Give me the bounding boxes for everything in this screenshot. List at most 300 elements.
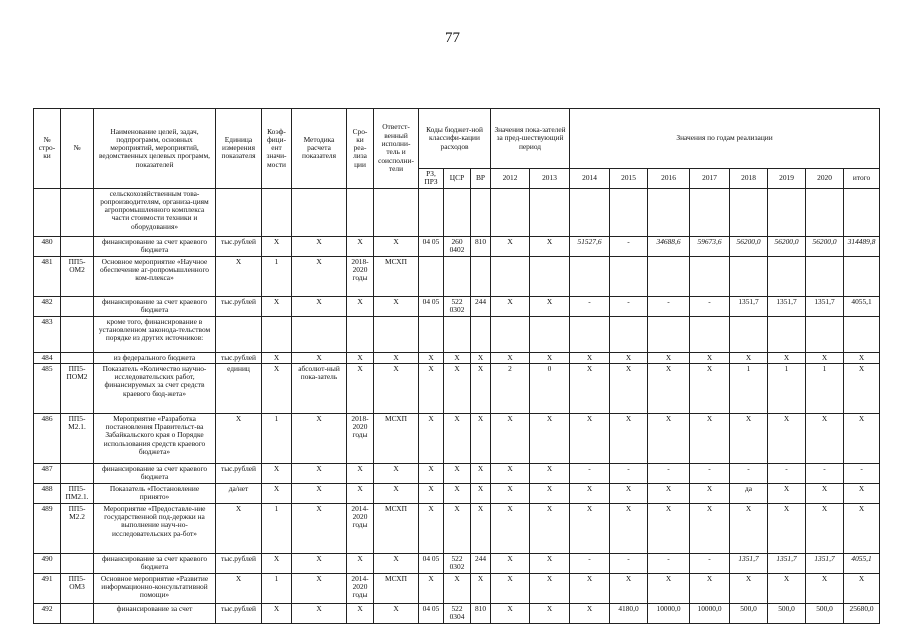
cell-2013	[530, 256, 570, 296]
cell-2017: -	[690, 296, 730, 316]
cell-unit: X	[216, 256, 262, 296]
cell-2020: -	[806, 463, 844, 483]
cell-total: X	[844, 573, 880, 603]
cell-period: 2014-2020 годы	[347, 573, 374, 603]
cell-resp: МСХП	[374, 503, 419, 553]
cell-vr	[471, 188, 491, 236]
cell-2013: X	[530, 296, 570, 316]
cell-row: 488	[34, 483, 61, 503]
cell-2019	[768, 316, 806, 352]
cell-2016	[648, 188, 690, 236]
cell-2020: 56200,0	[806, 236, 844, 256]
cell-rz	[419, 188, 444, 236]
cell-2012	[491, 188, 530, 236]
cell-no: ПП5-ПМ2.1.	[61, 483, 94, 503]
cell-row: 484	[34, 352, 61, 363]
cell-2018: -	[730, 463, 768, 483]
cell-period: X	[347, 363, 374, 413]
cell-method: X	[292, 413, 347, 463]
cell-rz: X	[419, 363, 444, 413]
cell-coef: X	[262, 236, 292, 256]
cell-2013: X	[530, 483, 570, 503]
cell-period: 2018-2020 годы	[347, 413, 374, 463]
cell-row: 487	[34, 463, 61, 483]
cell-method: X	[292, 296, 347, 316]
cell-2016	[648, 316, 690, 352]
cell-2012: X	[491, 603, 530, 623]
header-prev-values: Значения пока-зателей за пред-шествующий период	[491, 109, 570, 169]
cell-unit: тыс.рублей	[216, 352, 262, 363]
cell-2020	[806, 256, 844, 296]
cell-coef: X	[262, 296, 292, 316]
cell-csr: 260 0402	[444, 236, 471, 256]
cell-2015	[610, 316, 648, 352]
cell-2014: X	[570, 603, 610, 623]
table-row	[34, 236, 880, 256]
cell-rz: 04 05	[419, 603, 444, 623]
cell-no: ПП5-ПОМ2	[61, 363, 94, 413]
cell-vr: X	[471, 483, 491, 503]
cell-name: финансирование за счет краевого бюджета	[94, 463, 216, 483]
cell-2017: X	[690, 413, 730, 463]
header-2018: 2018	[730, 169, 768, 189]
cell-vr: X	[471, 363, 491, 413]
cell-total: X	[844, 483, 880, 503]
cell-name: кроме того, финансирование в установленном законода-тельством порядке из других источников:	[94, 316, 216, 352]
cell-2020: 1	[806, 363, 844, 413]
cell-row: 489	[34, 503, 61, 553]
cell-2013: X	[530, 352, 570, 363]
cell-vr: 810	[471, 603, 491, 623]
cell-2018: 1351,7	[730, 553, 768, 573]
cell-no	[61, 603, 94, 623]
cell-2019: 1	[768, 363, 806, 413]
cell-rz: X	[419, 503, 444, 553]
cell-row: 490	[34, 553, 61, 573]
cell-2013: X	[530, 573, 570, 603]
cell-rz: X	[419, 573, 444, 603]
cell-2016: X	[648, 483, 690, 503]
cell-2014	[570, 256, 610, 296]
cell-row: 480	[34, 236, 61, 256]
cell-2017	[690, 188, 730, 236]
cell-csr: X	[444, 503, 471, 553]
cell-period: X	[347, 603, 374, 623]
cell-rz: X	[419, 463, 444, 483]
cell-2018: 1351,7	[730, 296, 768, 316]
cell-method: X	[292, 463, 347, 483]
cell-2013	[530, 316, 570, 352]
cell-2020: X	[806, 483, 844, 503]
cell-2019: -	[768, 463, 806, 483]
cell-2017: -	[690, 463, 730, 483]
cell-2017: X	[690, 483, 730, 503]
cell-2013: X	[530, 603, 570, 623]
cell-2016: 10000,0	[648, 603, 690, 623]
cell-vr	[471, 316, 491, 352]
cell-rz	[419, 316, 444, 352]
cell-2019: X	[768, 413, 806, 463]
cell-2016: 34688,6	[648, 236, 690, 256]
cell-unit: X	[216, 573, 262, 603]
cell-total: 314489,8	[844, 236, 880, 256]
header-unit: Единица измерения показателя	[216, 109, 262, 189]
cell-name: сельскохозяйственным това-ропроизводителям, организа-циям агропромышленного комплекса части стоимости техники и оборудования»	[94, 188, 216, 236]
cell-2020: X	[806, 503, 844, 553]
header-total: итого	[844, 169, 880, 189]
table-body	[34, 188, 880, 623]
cell-period: X	[347, 553, 374, 573]
page-number: 77	[445, 30, 460, 46]
cell-2013: X	[530, 413, 570, 463]
cell-name: финансирование за счет краевого бюджета	[94, 236, 216, 256]
cell-2015: -	[610, 236, 648, 256]
cell-name: Показатель «Количество научно-исследовательских работ, финансируемых за счет средств краевого бюд-жета»	[94, 363, 216, 413]
cell-2012: X	[491, 483, 530, 503]
cell-2018	[730, 256, 768, 296]
cell-total: X	[844, 503, 880, 553]
cell-2013: X	[530, 463, 570, 483]
cell-2014: X	[570, 352, 610, 363]
cell-method: X	[292, 573, 347, 603]
cell-csr	[444, 316, 471, 352]
cell-2012: X	[491, 573, 530, 603]
cell-2017	[690, 316, 730, 352]
cell-method: X	[292, 236, 347, 256]
header-coef: Коэф-фици-ент значи-мости	[262, 109, 292, 189]
cell-2012	[491, 316, 530, 352]
cell-total: X	[844, 363, 880, 413]
cell-coef: X	[262, 352, 292, 363]
cell-resp: МСХП	[374, 573, 419, 603]
cell-vr: X	[471, 413, 491, 463]
header-2016: 2016	[648, 169, 690, 189]
table-row	[34, 553, 880, 573]
cell-rz: 04 05	[419, 296, 444, 316]
header-2015: 2015	[610, 169, 648, 189]
cell-2016	[648, 256, 690, 296]
cell-2019	[768, 188, 806, 236]
cell-total	[844, 256, 880, 296]
cell-2020: X	[806, 573, 844, 603]
cell-resp	[374, 188, 419, 236]
cell-unit: X	[216, 413, 262, 463]
table-row	[34, 503, 880, 553]
cell-rz	[419, 256, 444, 296]
cell-coef	[262, 188, 292, 236]
cell-2014: X	[570, 573, 610, 603]
cell-2013: X	[530, 503, 570, 553]
cell-2014: -	[570, 553, 610, 573]
cell-2017	[690, 256, 730, 296]
cell-no	[61, 296, 94, 316]
cell-2017: 10000,0	[690, 603, 730, 623]
cell-resp: X	[374, 352, 419, 363]
cell-resp	[374, 316, 419, 352]
cell-no: ПП5-М2.2	[61, 503, 94, 553]
cell-2019: 500,0	[768, 603, 806, 623]
cell-resp: X	[374, 553, 419, 573]
cell-total: -	[844, 463, 880, 483]
cell-row: 486	[34, 413, 61, 463]
cell-2014: 51527,6	[570, 236, 610, 256]
cell-2019: X	[768, 483, 806, 503]
cell-2018	[730, 316, 768, 352]
cell-row: 481	[34, 256, 61, 296]
cell-2015	[610, 256, 648, 296]
cell-2016: -	[648, 553, 690, 573]
cell-name: Мероприятие «Предоставле-ние государственной под-держки на выполнение науч-но-исследовательских ра-бот»	[94, 503, 216, 553]
cell-2015: -	[610, 463, 648, 483]
table-row	[34, 413, 880, 463]
cell-name: Мероприятие «Разработка постановления Правительст-ва Забайкальского края о Порядке использования средств краевого бюджета»	[94, 413, 216, 463]
cell-total: 4055,1	[844, 296, 880, 316]
cell-method: X	[292, 503, 347, 553]
cell-total: 4055,1	[844, 553, 880, 573]
indicators-table	[33, 108, 880, 624]
cell-name: Показатель «Постановление принято»	[94, 483, 216, 503]
header-responsible: Ответст-венный исполни-тель и соисполни-тели	[374, 109, 419, 189]
table-row	[34, 603, 880, 623]
cell-total: X	[844, 413, 880, 463]
cell-2015: X	[610, 363, 648, 413]
cell-2012: X	[491, 503, 530, 553]
header-no: №	[61, 109, 94, 189]
cell-unit	[216, 188, 262, 236]
cell-method: X	[292, 256, 347, 296]
cell-csr: X	[444, 483, 471, 503]
cell-2014: -	[570, 296, 610, 316]
cell-2018: X	[730, 352, 768, 363]
cell-2017: X	[690, 363, 730, 413]
cell-2018: X	[730, 503, 768, 553]
header-2012: 2012	[491, 169, 530, 189]
cell-method: X	[292, 553, 347, 573]
cell-2017: -	[690, 553, 730, 573]
cell-2020	[806, 188, 844, 236]
cell-period: X	[347, 352, 374, 363]
cell-2020	[806, 316, 844, 352]
cell-2012: X	[491, 553, 530, 573]
cell-row: 492	[34, 603, 61, 623]
cell-row: 491	[34, 573, 61, 603]
cell-period: X	[347, 463, 374, 483]
cell-2014: X	[570, 363, 610, 413]
cell-vr: 244	[471, 296, 491, 316]
cell-2016: X	[648, 573, 690, 603]
cell-2015: X	[610, 573, 648, 603]
cell-no	[61, 188, 94, 236]
cell-2017: X	[690, 573, 730, 603]
cell-2014: -	[570, 463, 610, 483]
cell-coef: 1	[262, 413, 292, 463]
cell-vr: X	[471, 573, 491, 603]
cell-2015: 4180,0	[610, 603, 648, 623]
cell-2012: X	[491, 463, 530, 483]
header-2013: 2013	[530, 169, 570, 189]
cell-no	[61, 352, 94, 363]
cell-row: 485	[34, 363, 61, 413]
cell-2019: 56200,0	[768, 236, 806, 256]
cell-2019: X	[768, 503, 806, 553]
header-method: Методика расчета показателя	[292, 109, 347, 189]
cell-csr: 522 0304	[444, 603, 471, 623]
cell-2018: 56200,0	[730, 236, 768, 256]
cell-name: финансирование за счет краевого бюджета	[94, 553, 216, 573]
cell-name: Основное мероприятие «Развитие информационно-консультативной помощи»	[94, 573, 216, 603]
cell-no: ПП5-М2.1.	[61, 413, 94, 463]
table-row	[34, 256, 880, 296]
cell-unit: тыс.рублей	[216, 296, 262, 316]
cell-2016: -	[648, 463, 690, 483]
cell-2020: 1351,7	[806, 553, 844, 573]
cell-total: 25680,0	[844, 603, 880, 623]
cell-2015: X	[610, 503, 648, 553]
cell-2013	[530, 188, 570, 236]
cell-coef	[262, 316, 292, 352]
cell-period: X	[347, 296, 374, 316]
cell-2014	[570, 316, 610, 352]
cell-2018: 500,0	[730, 603, 768, 623]
table-row	[34, 363, 880, 413]
cell-2016: X	[648, 352, 690, 363]
cell-period	[347, 188, 374, 236]
cell-2012	[491, 256, 530, 296]
cell-csr	[444, 256, 471, 296]
cell-row: 483	[34, 316, 61, 352]
table-row	[34, 573, 880, 603]
cell-2019: 1351,7	[768, 296, 806, 316]
header-2014: 2014	[570, 169, 610, 189]
table-row	[34, 352, 880, 363]
cell-2012: X	[491, 352, 530, 363]
cell-2015: X	[610, 352, 648, 363]
cell-2019: X	[768, 573, 806, 603]
cell-coef: X	[262, 553, 292, 573]
cell-coef: X	[262, 463, 292, 483]
cell-2018: 1	[730, 363, 768, 413]
cell-rz: 04 05	[419, 553, 444, 573]
cell-2012: X	[491, 236, 530, 256]
cell-period: X	[347, 483, 374, 503]
cell-2020: 500,0	[806, 603, 844, 623]
cell-2018: да	[730, 483, 768, 503]
cell-2019: X	[768, 352, 806, 363]
cell-method	[292, 316, 347, 352]
cell-2014	[570, 188, 610, 236]
cell-name: Основное мероприятие «Научное обеспечение аг-ропромышленного ком-плекса»	[94, 256, 216, 296]
cell-2015: X	[610, 483, 648, 503]
cell-2012: X	[491, 413, 530, 463]
cell-unit: тыс.рублей	[216, 236, 262, 256]
cell-row	[34, 188, 61, 236]
cell-row: 482	[34, 296, 61, 316]
cell-resp: X	[374, 363, 419, 413]
cell-resp: X	[374, 296, 419, 316]
header-rz: РЗ, ПРЗ	[419, 169, 444, 189]
cell-resp: X	[374, 483, 419, 503]
cell-total	[844, 316, 880, 352]
cell-no: ПП5-ОМ3	[61, 573, 94, 603]
cell-2019: 1351,7	[768, 553, 806, 573]
header-csr: ЦСР	[444, 169, 471, 189]
cell-2016: -	[648, 296, 690, 316]
table-row	[34, 483, 880, 503]
header-vr: ВР	[471, 169, 491, 189]
cell-unit: единиц	[216, 363, 262, 413]
cell-method: X	[292, 603, 347, 623]
cell-vr: X	[471, 463, 491, 483]
cell-resp: X	[374, 603, 419, 623]
cell-method: X	[292, 483, 347, 503]
cell-no	[61, 553, 94, 573]
cell-csr	[444, 188, 471, 236]
cell-unit: тыс.рублей	[216, 603, 262, 623]
cell-no	[61, 316, 94, 352]
cell-rz: X	[419, 483, 444, 503]
cell-2016: X	[648, 363, 690, 413]
header-2019: 2019	[768, 169, 806, 189]
header-period: Сро-ки реа-лиза ции	[347, 109, 374, 189]
cell-total	[844, 188, 880, 236]
cell-csr: X	[444, 573, 471, 603]
cell-vr	[471, 256, 491, 296]
cell-2014: X	[570, 413, 610, 463]
cell-coef: X	[262, 483, 292, 503]
table-row	[34, 463, 880, 483]
cell-name: финансирование за счет	[94, 603, 216, 623]
cell-csr: 522 0302	[444, 553, 471, 573]
table-row	[34, 188, 880, 236]
cell-2012: X	[491, 296, 530, 316]
cell-csr: X	[444, 363, 471, 413]
cell-unit	[216, 316, 262, 352]
cell-csr: X	[444, 352, 471, 363]
cell-2018: X	[730, 573, 768, 603]
header-2020: 2020	[806, 169, 844, 189]
cell-no	[61, 236, 94, 256]
cell-rz: X	[419, 413, 444, 463]
cell-2020: X	[806, 413, 844, 463]
header-budget-codes: Коды бюджет-ной классифи-кации расходов	[419, 109, 491, 169]
cell-2015	[610, 188, 648, 236]
cell-coef: X	[262, 603, 292, 623]
cell-no	[61, 463, 94, 483]
cell-vr: 244	[471, 553, 491, 573]
cell-2018	[730, 188, 768, 236]
cell-method	[292, 188, 347, 236]
cell-2013: 0	[530, 363, 570, 413]
cell-2018: X	[730, 413, 768, 463]
header-2017: 2017	[690, 169, 730, 189]
cell-vr: 810	[471, 236, 491, 256]
cell-coef: 1	[262, 503, 292, 553]
cell-2020: X	[806, 352, 844, 363]
cell-resp: X	[374, 236, 419, 256]
cell-2012: 2	[491, 363, 530, 413]
cell-method: X	[292, 352, 347, 363]
header-years-values: Значения по годам реализации	[570, 109, 880, 169]
cell-2019	[768, 256, 806, 296]
cell-2017: X	[690, 352, 730, 363]
cell-2017: 59673,6	[690, 236, 730, 256]
cell-2013: X	[530, 553, 570, 573]
cell-2017: X	[690, 503, 730, 553]
cell-unit: тыс.рублей	[216, 463, 262, 483]
cell-period	[347, 316, 374, 352]
cell-rz: X	[419, 352, 444, 363]
cell-vr: X	[471, 352, 491, 363]
